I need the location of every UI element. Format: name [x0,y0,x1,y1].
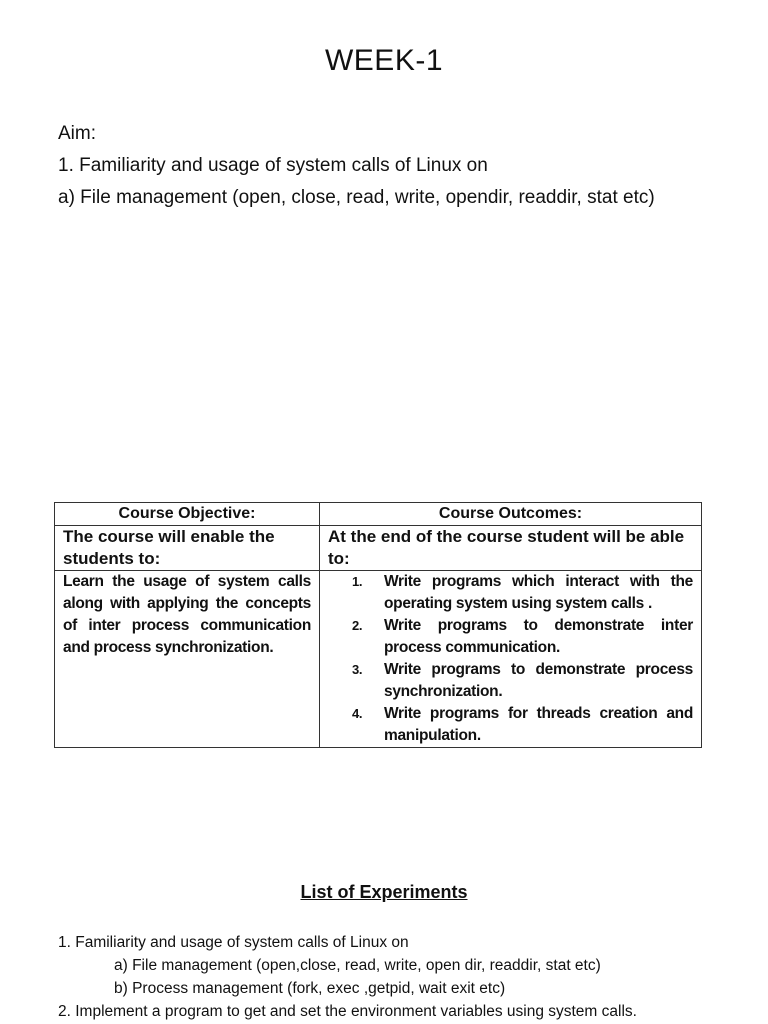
course-table-sub-row [55,526,702,571]
outcomes-subheader: At the end of the course student will be able to: [320,526,702,571]
outcome-number: 2. [352,618,363,633]
objective-header: Course Objective: [55,503,320,526]
outcome-item [346,703,693,747]
aim-label: Aim: [58,123,96,144]
outcome-number: 4. [352,706,363,721]
experiment-subitem: b) Process management (fork, exec ,getpid, wait exit etc) [114,980,506,997]
outcome-text: Write programs to demonstrate inter process communication. [384,617,693,656]
outcomes-list [328,571,693,747]
course-table [54,502,702,748]
outcome-number: 1. [352,574,363,589]
objective-cell [55,571,320,748]
experiment-subitem: a) File management (open,close, read, write, open dir, readdir, stat etc) [114,957,601,974]
page-title: WEEK-1 [324,44,444,77]
aim-line-1: 1. Familiarity and usage of system calls of Linux on [58,155,488,176]
course-table-header-row [55,503,702,526]
outcome-item [346,659,693,703]
outcome-text: Write programs for threads creation and manipulation. [384,705,693,744]
outcome-item [346,571,693,615]
objective-text: Learn the usage of system calls along with applying the concepts of inter process communication and process synchronization. [63,573,311,656]
experiments-title: List of Experiments [300,882,468,902]
experiment-item: 1. Familiarity and usage of system calls of Linux on [58,934,409,951]
aim-line-2: a) File management (open, close, read, write, opendir, readdir, stat etc) [58,187,655,208]
experiments-list [58,931,637,1023]
outcomes-cell [320,571,702,748]
outcome-item [346,615,693,659]
experiment-item: 2. Implement a program to get and set the environment variables using system calls. [58,1003,637,1020]
course-table-body-row [55,571,702,748]
outcome-number: 3. [352,662,363,677]
objective-subheader: The course will enable the students to: [55,526,320,571]
outcome-text: Write programs to demonstrate process synchronization. [384,661,693,700]
outcomes-header: Course Outcomes: [320,503,702,526]
outcome-text: Write programs which interact with the operating system using system calls . [384,573,693,612]
aim-section [58,118,655,214]
